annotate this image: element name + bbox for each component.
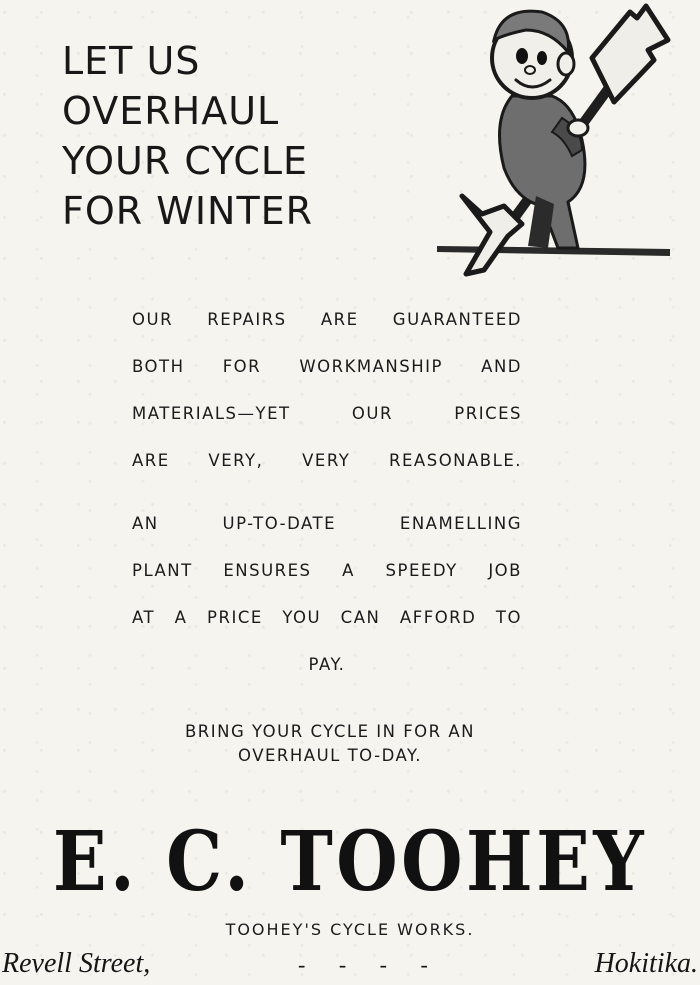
paragraph-line: PAY. (308, 655, 346, 674)
paragraph-line: OUR REPAIRS ARE GUARANTEED (132, 310, 522, 329)
call-to-action-line-2: OVERHAUL TO-DAY. (238, 746, 422, 765)
paragraph-line: BOTH FOR WORKMANSHIP AND (132, 357, 522, 376)
boy-hand (568, 120, 588, 136)
brand-name: E. C. TOOHEY (52, 814, 648, 910)
boy-ear (558, 53, 574, 75)
paragraph-enamelling (132, 500, 522, 688)
address-separator: - - - - (298, 952, 442, 977)
call-to-action (120, 720, 540, 768)
boy-eye-left (516, 48, 528, 64)
business-name: TOOHEY'S CYCLE WORKS. (225, 920, 475, 939)
ground-line (437, 246, 670, 256)
paragraph-line: ARE VERY, VERY REASONABLE. (132, 451, 522, 470)
street-address: Revell Street, (2, 948, 151, 979)
paragraph-line: PLANT ENSURES A SPEEDY JOB (132, 561, 522, 580)
boy-nose (525, 66, 535, 74)
paragraph-guarantee (132, 296, 522, 484)
paragraph-line: AT A PRICE YOU CAN AFFORD TO (132, 608, 522, 627)
headline-line-1: LET US (62, 39, 201, 83)
headline-line-4: FOR WINTER (62, 189, 314, 233)
cartoon-boy-with-arrow-icon (432, 0, 672, 285)
address-footer (0, 948, 700, 985)
call-to-action-line-1: BRING YOUR CYCLE IN FOR AN (184, 722, 476, 741)
arrow-fletching (462, 196, 522, 274)
headline-line-3: YOUR CYCLE (62, 139, 309, 183)
headline-line-2: OVERHAUL (62, 89, 280, 133)
boy-eye-right (537, 51, 547, 65)
town-name: Hokitika. (594, 948, 698, 979)
headline (62, 36, 313, 236)
paragraph-line: MATERIALS—YET OUR PRICES (132, 404, 522, 423)
paragraph-line: AN UP-TO-DATE ENAMELLING (132, 514, 522, 533)
